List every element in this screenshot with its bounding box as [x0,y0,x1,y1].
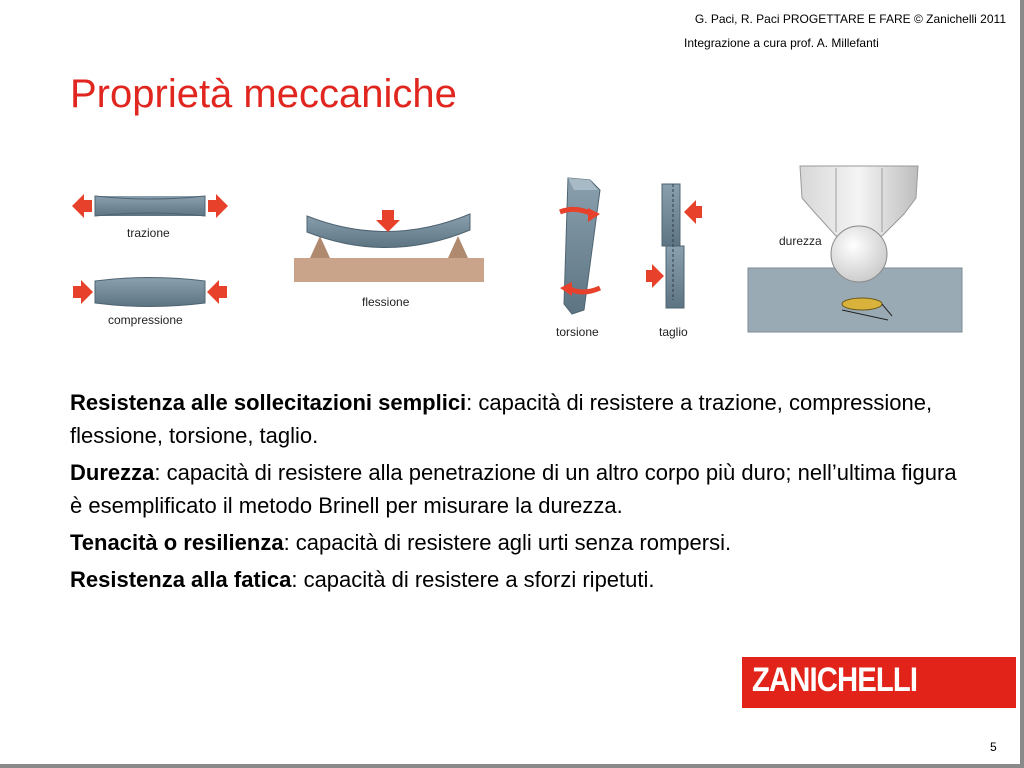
shear-bar-lower [666,246,684,308]
flessione-diagram [294,210,484,309]
support-right [448,236,468,258]
paragraph-resistenza [70,386,970,452]
indentation-mark [842,298,882,310]
term: Durezza [70,460,155,485]
durezza-diagram [748,166,962,332]
arrow-right-icon [208,194,228,218]
paragraph-tenacita [70,526,970,559]
page-number: 5 [990,740,997,754]
taglio-diagram [646,184,702,339]
header-credit: G. Paci, R. Paci PROGETTARE E FARE © Zanichelli 2011 [694,12,1006,26]
zanichelli-logo [742,657,1016,708]
arrow-left-icon [684,200,702,224]
label-torsione: torsione [556,325,599,339]
term: Resistenza alla fatica [70,567,292,592]
paragraph-fatica [70,563,970,596]
compressione-diagram [73,278,227,328]
logo-text: ZANICHELLI [752,661,918,699]
mechanical-properties-figure [60,160,970,345]
arrow-right-icon [73,280,93,304]
label-flessione: flessione [362,295,410,309]
label-compressione: compressione [108,313,183,327]
definition: : capacità di resistere a trazione, compressione, flessione, torsione, taglio. [70,390,933,448]
arrow-right-icon [646,264,664,288]
label-taglio: taglio [659,325,688,339]
label-trazione: trazione [127,226,170,240]
arrow-left-icon [207,280,227,304]
page-title: Proprietà meccaniche [70,72,457,116]
arrow-left-icon [72,194,92,218]
brinell-ball [831,226,887,282]
trazione-diagram [72,194,228,240]
header-integration: Integrazione a cura prof. A. Millefanti [684,36,879,50]
label-durezza: durezza [779,234,822,248]
term: Tenacità o resilienza [70,530,284,555]
shear-bar-upper [662,184,680,246]
definition: : capacità di resistere alla penetrazione di un altro corpo più duro; nell’ultima figura è esemplificato il metodo Brinell per misurare la durezza. [70,460,957,518]
body-text [70,386,970,600]
term: Resistenza alle sollecitazioni semplici [70,390,467,415]
torsione-diagram [556,178,600,339]
paragraph-durezza [70,456,970,522]
definition: : capacità di resistere a sforzi ripetuti. [291,567,655,592]
arrow-down-icon [376,210,400,232]
definition: : capacità di resistere agli urti senza rompersi. [283,530,732,555]
ground-base [294,258,484,282]
